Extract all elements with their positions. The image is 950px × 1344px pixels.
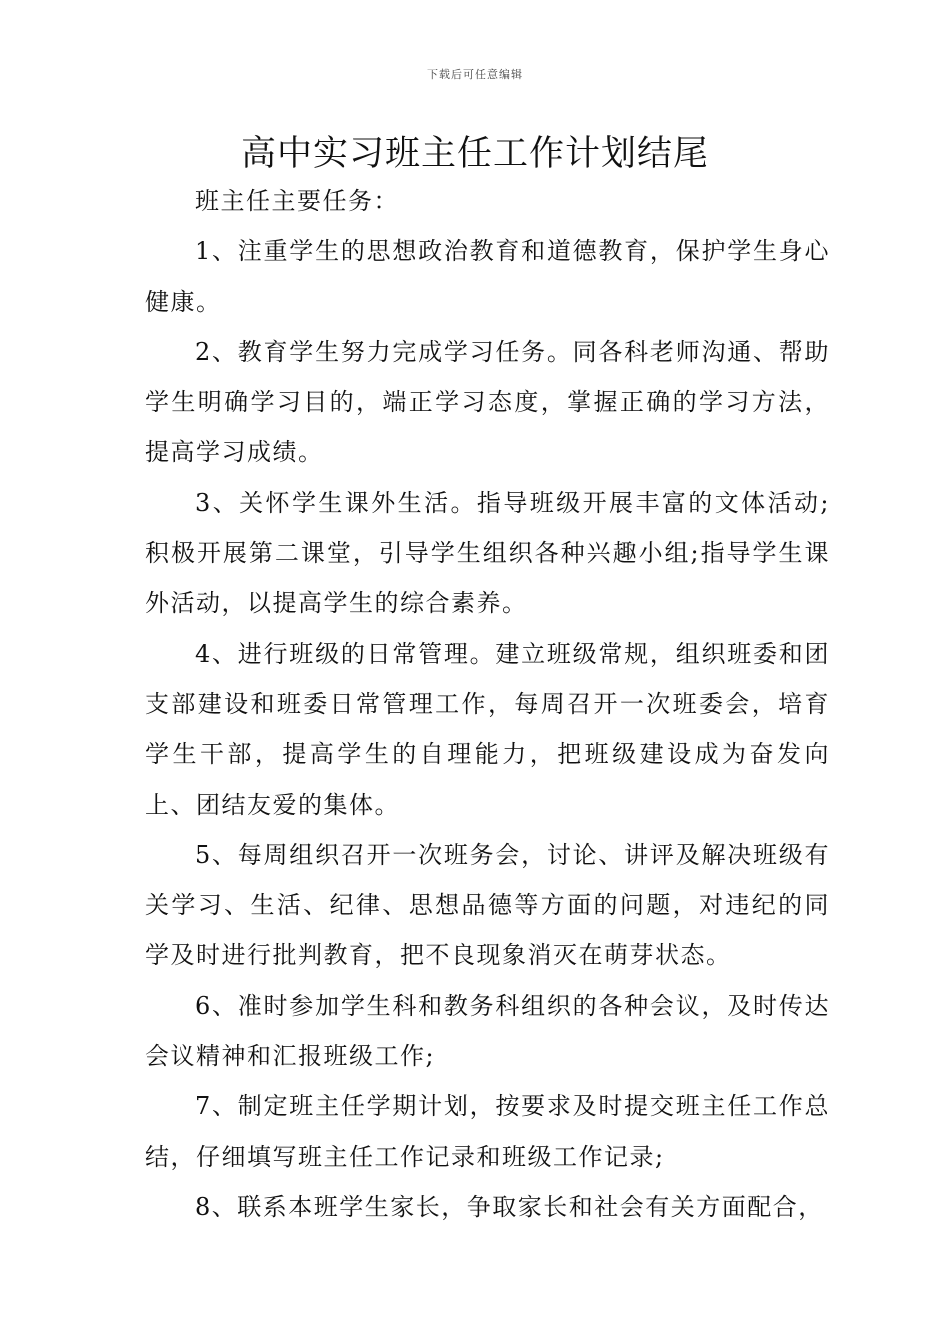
paragraph-item-6: 6、准时参加学生科和教务科组织的各种会议，及时传达会议精神和汇报班级工作; — [145, 991, 830, 1071]
document-title: 高中实习班主任工作计划结尾 — [240, 134, 709, 174]
paragraph-intro: 班主任主要任务： — [195, 187, 399, 215]
paragraph-item-3: 3、关怀学生课外生活。指导班级开展丰富的文体活动;积极开展第二课堂，引导学生组织各种兴趣小组;指导学生课外活动，以提高学生的综合素养。 — [145, 488, 830, 618]
header-note: 下载后可任意编辑 — [427, 68, 523, 81]
paragraph-item-8: 8、联系本班学生家长，争取家长和社会有关方面配合， — [195, 1192, 824, 1221]
paragraph-item-5: 5、每周组织召开一次班务会，讨论、讲评及解决班级有关学习、生活、纪律、思想品德等方面的问题，对违纪的同学及时进行批判教育，把不良现象消灭在萌芽状态。 — [145, 840, 830, 970]
paragraph-item-4: 4、进行班级的日常管理。建立班级常规，组织班委和团支部建设和班委日常管理工作，每周召开一次班委会，培育学生干部，提高学生的自理能力，把班级建设成为奋发向上、团结友爱的集体。 — [145, 639, 830, 819]
paragraph-item-2: 2、教育学生努力完成学习任务。同各科老师沟通、帮助学生明确学习目的，端正学习态度，掌握正确的学习方法，提高学习成绩。 — [145, 337, 830, 467]
paragraph-item-1: 1、注重学生的思想政治教育和道德教育，保护学生身心健康。 — [145, 237, 830, 316]
document-body — [145, 176, 830, 1232]
paragraph-item-7: 7、制定班主任学期计划，按要求及时提交班主任工作总结，仔细填写班主任工作记录和班级工作记录; — [145, 1092, 830, 1171]
